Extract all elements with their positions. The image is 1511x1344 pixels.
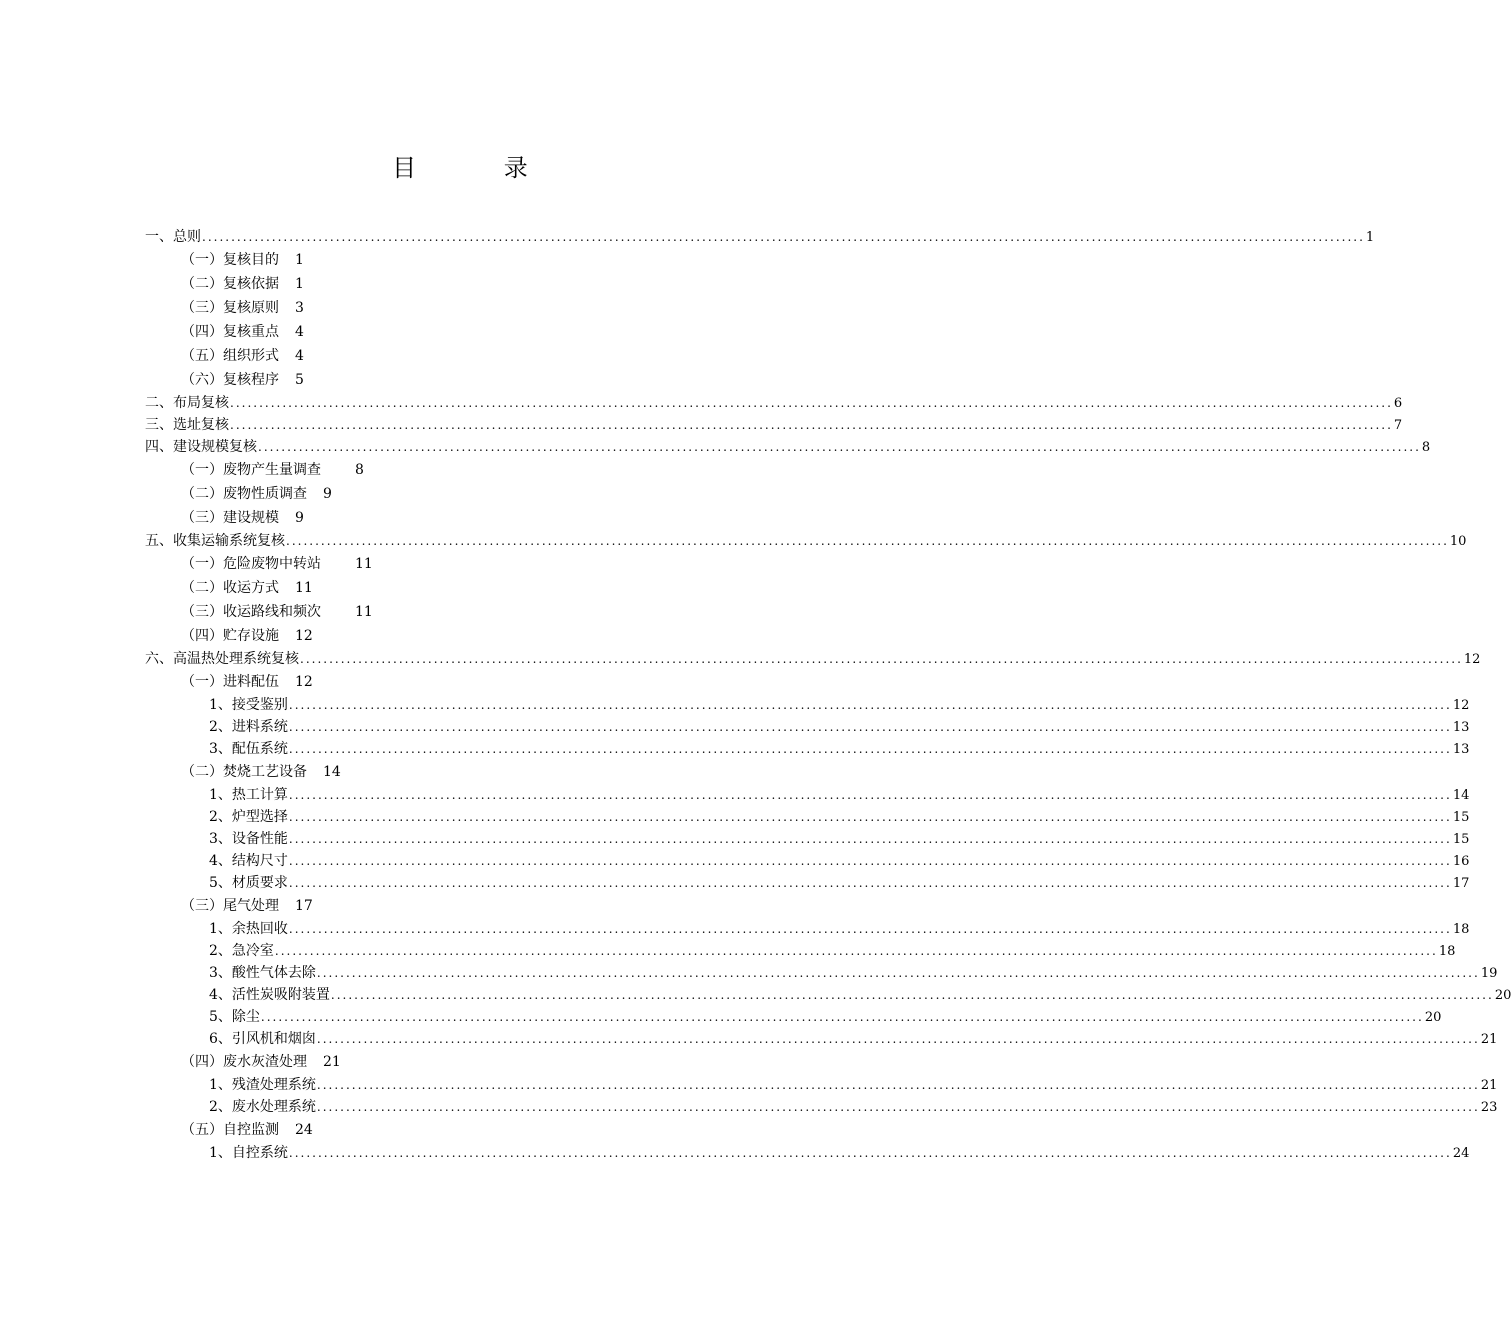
toc-entry[interactable]	[145, 392, 1403, 414]
toc-entry[interactable]	[145, 344, 807, 368]
toc-entry-label: （二）焚烧工艺设备	[181, 764, 307, 780]
toc-entry-page-number: 4	[295, 348, 304, 364]
toc-entry-label: 1、自控系统	[209, 1145, 288, 1161]
toc-entry-page-number: 21	[1480, 1032, 1498, 1047]
toc-entry-page-number: 9	[323, 486, 332, 502]
toc-entry-label: 3、酸性气体去除	[209, 965, 316, 981]
toc-entry-page-number: 1	[295, 252, 304, 268]
toc-entry[interactable]	[145, 984, 1511, 1006]
dot-leader: ........................................................................................................................................................................................................	[286, 534, 1449, 548]
toc-entry[interactable]	[145, 226, 1375, 248]
toc-entry-label: 5、材质要求	[209, 875, 288, 891]
toc-entry[interactable]	[145, 368, 807, 392]
dot-leader: ........................................................................................................................................................................................................	[288, 876, 1452, 890]
toc-entry-label: （三）尾气处理	[181, 898, 279, 914]
toc-entry-page-number: 10	[1449, 534, 1467, 549]
toc-entry[interactable]	[145, 1050, 807, 1074]
toc-entry[interactable]	[145, 760, 807, 784]
toc-entry-page-number: 21	[323, 1054, 341, 1070]
toc-entry-page-number: 20	[1424, 1010, 1442, 1025]
toc-entry-page-number: 5	[295, 372, 304, 388]
toc-entry[interactable]	[145, 624, 807, 648]
toc-entry-label: 4、活性炭吸附装置	[209, 987, 330, 1003]
dot-leader: ........................................................................................................................................................................................................	[260, 1010, 1424, 1024]
toc-entry-label: 三、选址复核	[145, 417, 229, 433]
toc-entry-label: （三）收运路线和频次	[181, 604, 321, 620]
toc-entry[interactable]	[145, 296, 807, 320]
toc-entry-label: （二）复核依据	[181, 276, 279, 292]
toc-entry[interactable]	[145, 694, 1470, 716]
toc-entry-page-number: 11	[295, 580, 313, 596]
toc-entry-page-number: 1	[1365, 230, 1375, 245]
toc-entry[interactable]	[145, 600, 807, 624]
toc-entry-label: （一）危险废物中转站	[181, 556, 321, 572]
toc-entry-label: 六、高温热处理系统复核	[145, 651, 299, 667]
toc-entry-label: （一）废物产生量调查	[181, 462, 321, 478]
toc-entry-label: （六）复核程序	[181, 372, 279, 388]
toc-entry-label: （一）进料配伍	[181, 674, 279, 690]
toc-entry[interactable]	[145, 1096, 1498, 1118]
toc-entry-page-number: 9	[295, 510, 304, 526]
dot-leader: ........................................................................................................................................................................................................	[274, 944, 1438, 958]
toc-entry[interactable]	[145, 552, 807, 576]
dot-leader: ........................................................................................................................................................................................................	[316, 1100, 1480, 1114]
toc-entry-page-number: 7	[1393, 418, 1403, 433]
toc-entry-label: 1、接受鉴别	[209, 697, 288, 713]
toc-entry[interactable]	[145, 576, 807, 600]
toc-entry-label: 2、急冷室	[209, 943, 274, 959]
toc-entry-label: （五）自控监测	[181, 1122, 279, 1138]
toc-entry[interactable]	[145, 414, 1403, 436]
toc-entry[interactable]	[145, 850, 1470, 872]
dot-leader: ........................................................................................................................................................................................................	[288, 720, 1452, 734]
toc-entry[interactable]	[145, 272, 807, 296]
table-of-contents	[145, 226, 1511, 1164]
toc-entry-page-number: 15	[1452, 810, 1470, 825]
toc-entry-page-number: 16	[1452, 854, 1470, 869]
dot-leader: ........................................................................................................................................................................................................	[288, 788, 1452, 802]
toc-entry-label: （四）贮存设施	[181, 628, 279, 644]
toc-entry-page-number: 19	[1480, 966, 1498, 981]
toc-entry-label: 3、设备性能	[209, 831, 288, 847]
toc-entry[interactable]	[145, 872, 1470, 894]
toc-entry-label: （一）复核目的	[181, 252, 279, 268]
toc-entry[interactable]	[145, 458, 807, 482]
toc-entry-label: 1、热工计算	[209, 787, 288, 803]
toc-entry[interactable]	[145, 530, 1467, 552]
toc-entry[interactable]	[145, 918, 1470, 940]
toc-entry-label: 二、布局复核	[145, 395, 229, 411]
toc-entry-label: 四、建设规模复核	[145, 439, 257, 455]
dot-leader: ........................................................................................................................................................................................................	[316, 966, 1480, 980]
dot-leader: ........................................................................................................................................................................................................	[288, 742, 1452, 756]
toc-entry-label: （二）废物性质调查	[181, 486, 307, 502]
toc-entry-label: 2、进料系统	[209, 719, 288, 735]
toc-entry-page-number: 11	[355, 556, 373, 572]
toc-entry-page-number: 12	[295, 628, 313, 644]
toc-entry[interactable]	[145, 894, 807, 918]
toc-entry[interactable]	[145, 828, 1470, 850]
toc-entry-page-number: 12	[295, 674, 313, 690]
toc-entry-page-number: 17	[295, 898, 313, 914]
dot-leader: ........................................................................................................................................................................................................	[230, 396, 1393, 410]
toc-entry-label: （二）收运方式	[181, 580, 279, 596]
dot-leader: ........................................................................................................................................................................................................	[202, 230, 1365, 244]
toc-entry[interactable]	[145, 784, 1470, 806]
toc-entry-label: 2、炉型选择	[209, 809, 288, 825]
toc-entry-label: 五、收集运输系统复核	[145, 533, 285, 549]
toc-entry-page-number: 24	[1452, 1146, 1470, 1161]
toc-entry-page-number: 24	[295, 1122, 313, 1138]
toc-entry-page-number: 1	[295, 276, 304, 292]
toc-entry-label: 一、总则	[145, 229, 201, 245]
toc-entry-page-number: 23	[1480, 1100, 1498, 1115]
toc-entry-label: （五）组织形式	[181, 348, 279, 364]
toc-entry[interactable]	[145, 482, 807, 506]
dot-leader: ........................................................................................................................................................................................................	[330, 988, 1494, 1002]
toc-entry-page-number: 18	[1438, 944, 1456, 959]
toc-entry[interactable]	[145, 648, 1481, 670]
toc-entry-label: 1、余热回收	[209, 921, 288, 937]
dot-leader: ........................................................................................................................................................................................................	[288, 922, 1452, 936]
toc-entry[interactable]	[145, 962, 1498, 984]
dot-leader: ........................................................................................................................................................................................................	[300, 652, 1463, 666]
toc-entry-page-number: 21	[1480, 1078, 1498, 1093]
dot-leader: ........................................................................................................................................................................................................	[288, 698, 1452, 712]
toc-entry[interactable]	[145, 506, 807, 530]
dot-leader: ........................................................................................................................................................................................................	[316, 1078, 1480, 1092]
dot-leader: ........................................................................................................................................................................................................	[288, 1146, 1452, 1160]
toc-entry[interactable]	[145, 806, 1470, 828]
toc-entry-page-number: 14	[323, 764, 341, 780]
toc-entry-label: 2、废水处理系统	[209, 1099, 316, 1115]
toc-entry-page-number: 6	[1393, 396, 1403, 411]
toc-entry[interactable]	[145, 248, 807, 272]
toc-entry[interactable]	[145, 1028, 1498, 1050]
toc-entry-page-number: 12	[1463, 652, 1481, 667]
toc-entry-page-number: 3	[295, 300, 304, 316]
dot-leader: ........................................................................................................................................................................................................	[230, 418, 1393, 432]
toc-entry-page-number: 17	[1452, 876, 1470, 891]
toc-entry-label: 1、残渣处理系统	[209, 1077, 316, 1093]
dot-leader: ........................................................................................................................................................................................................	[316, 1032, 1480, 1046]
toc-entry-page-number: 4	[295, 324, 304, 340]
dot-leader: ........................................................................................................................................................................................................	[288, 810, 1452, 824]
toc-entry-page-number: 12	[1452, 698, 1470, 713]
toc-entry-label: 6、引风机和烟囱	[209, 1031, 316, 1047]
toc-entry-label: 3、配伍系统	[209, 741, 288, 757]
toc-entry[interactable]	[145, 1006, 1442, 1028]
toc-entry-page-number: 18	[1452, 922, 1470, 937]
toc-entry-page-number: 11	[355, 604, 373, 620]
toc-entry-label: （四）复核重点	[181, 324, 279, 340]
toc-entry-page-number: 13	[1452, 742, 1470, 757]
toc-entry[interactable]	[145, 320, 807, 344]
toc-entry-label: 5、除尘	[209, 1009, 260, 1025]
toc-entry-page-number: 13	[1452, 720, 1470, 735]
toc-entry[interactable]	[145, 1118, 807, 1142]
toc-entry-label: （三）复核原则	[181, 300, 279, 316]
toc-entry-page-number: 15	[1452, 832, 1470, 847]
toc-entry[interactable]	[145, 716, 1470, 738]
toc-entry[interactable]	[145, 1142, 1470, 1164]
page-title: 目 录	[392, 154, 568, 182]
dot-leader: ........................................................................................................................................................................................................	[288, 832, 1452, 846]
toc-entry[interactable]	[145, 436, 1431, 458]
toc-entry-page-number: 8	[1421, 440, 1431, 455]
toc-entry-page-number: 8	[355, 462, 364, 478]
toc-entry-page-number: 20	[1494, 988, 1511, 1003]
toc-entry[interactable]	[145, 1074, 1498, 1096]
toc-entry[interactable]	[145, 738, 1470, 760]
toc-entry-label: （四）废水灰渣处理	[181, 1054, 307, 1070]
dot-leader: ........................................................................................................................................................................................................	[258, 440, 1421, 454]
toc-entry[interactable]	[145, 670, 807, 694]
toc-entry[interactable]	[145, 940, 1456, 962]
toc-entry-page-number: 14	[1452, 788, 1470, 803]
dot-leader: ........................................................................................................................................................................................................	[288, 854, 1452, 868]
toc-entry-label: 4、结构尺寸	[209, 853, 288, 869]
toc-entry-label: （三）建设规模	[181, 510, 279, 526]
